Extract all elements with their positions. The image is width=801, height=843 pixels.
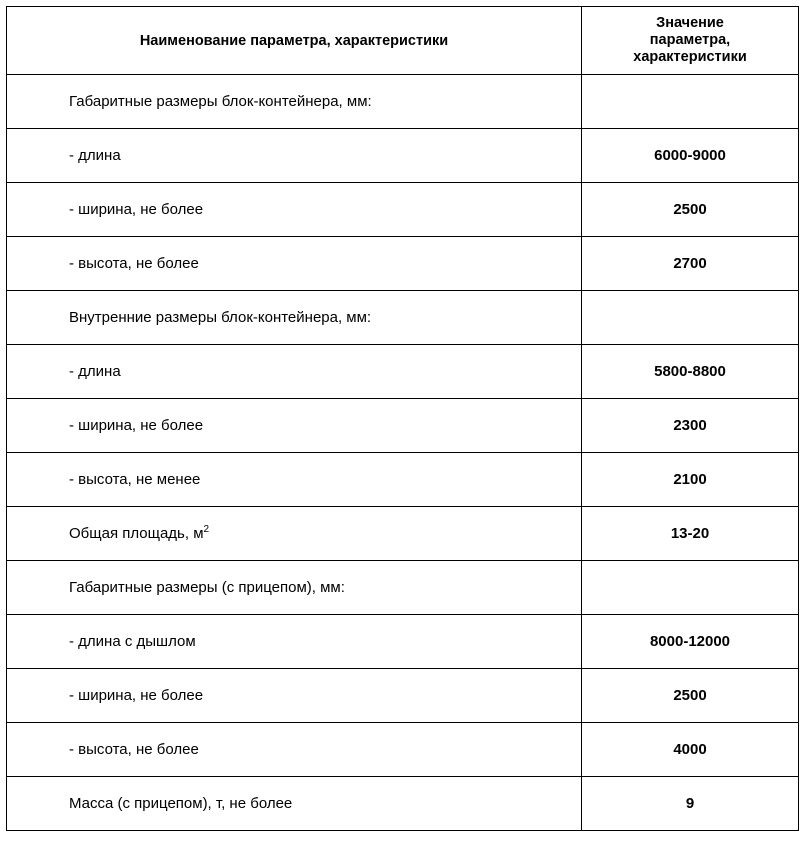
parameter-name: - высота, не более	[7, 723, 582, 777]
parameter-name: - длина с дышлом	[7, 615, 582, 669]
parameter-value: 2100	[582, 453, 799, 507]
parameter-value: 6000-9000	[582, 129, 799, 183]
parameter-name: Габаритные размеры (с прицепом), мм:	[7, 561, 582, 615]
table-header-row	[7, 7, 799, 75]
parameter-value: 2300	[582, 399, 799, 453]
table-row	[7, 777, 799, 831]
parameter-value: 2500	[582, 183, 799, 237]
parameter-name: Масса (с прицепом), т, не более	[7, 777, 582, 831]
table-row	[7, 561, 799, 615]
table-row	[7, 75, 799, 129]
header-parameter-value	[582, 7, 799, 75]
parameter-name: Габаритные размеры блок-контейнера, мм:	[7, 75, 582, 129]
table-row	[7, 129, 799, 183]
parameter-name	[7, 507, 582, 561]
parameter-name: - ширина, не более	[7, 399, 582, 453]
parameter-name: - высота, не менее	[7, 453, 582, 507]
parameter-name: - длина	[7, 345, 582, 399]
header-value-line: Значение	[656, 15, 724, 31]
table-row	[7, 507, 799, 561]
parameter-value	[582, 75, 799, 129]
header-value-line: параметра,	[649, 32, 731, 48]
parameter-value: 5800-8800	[582, 345, 799, 399]
table-row	[7, 615, 799, 669]
parameter-name: - ширина, не более	[7, 669, 582, 723]
table-row	[7, 399, 799, 453]
parameter-value: 9	[582, 777, 799, 831]
parameter-value: 13-20	[582, 507, 799, 561]
header-parameter-name: Наименование параметра, характеристики	[7, 7, 582, 75]
parameter-name: Внутренние размеры блок-контейнера, мм:	[7, 291, 582, 345]
parameter-value: 4000	[582, 723, 799, 777]
parameter-name: - высота, не более	[7, 237, 582, 291]
parameter-value: 8000-12000	[582, 615, 799, 669]
superscript-exponent: 2	[203, 524, 210, 535]
specifications-table	[6, 6, 799, 831]
table-row	[7, 669, 799, 723]
table-row	[7, 291, 799, 345]
table-row	[7, 237, 799, 291]
parameter-name: - ширина, не более	[7, 183, 582, 237]
parameter-name-text: Общая площадь, м	[69, 525, 204, 542]
parameter-name: - длина	[7, 129, 582, 183]
parameter-value	[582, 561, 799, 615]
table-row	[7, 723, 799, 777]
header-value-line: характеристики	[633, 49, 747, 65]
parameter-value	[582, 291, 799, 345]
parameter-value: 2500	[582, 669, 799, 723]
table-row	[7, 453, 799, 507]
table-row	[7, 183, 799, 237]
parameter-value: 2700	[582, 237, 799, 291]
table-row	[7, 345, 799, 399]
